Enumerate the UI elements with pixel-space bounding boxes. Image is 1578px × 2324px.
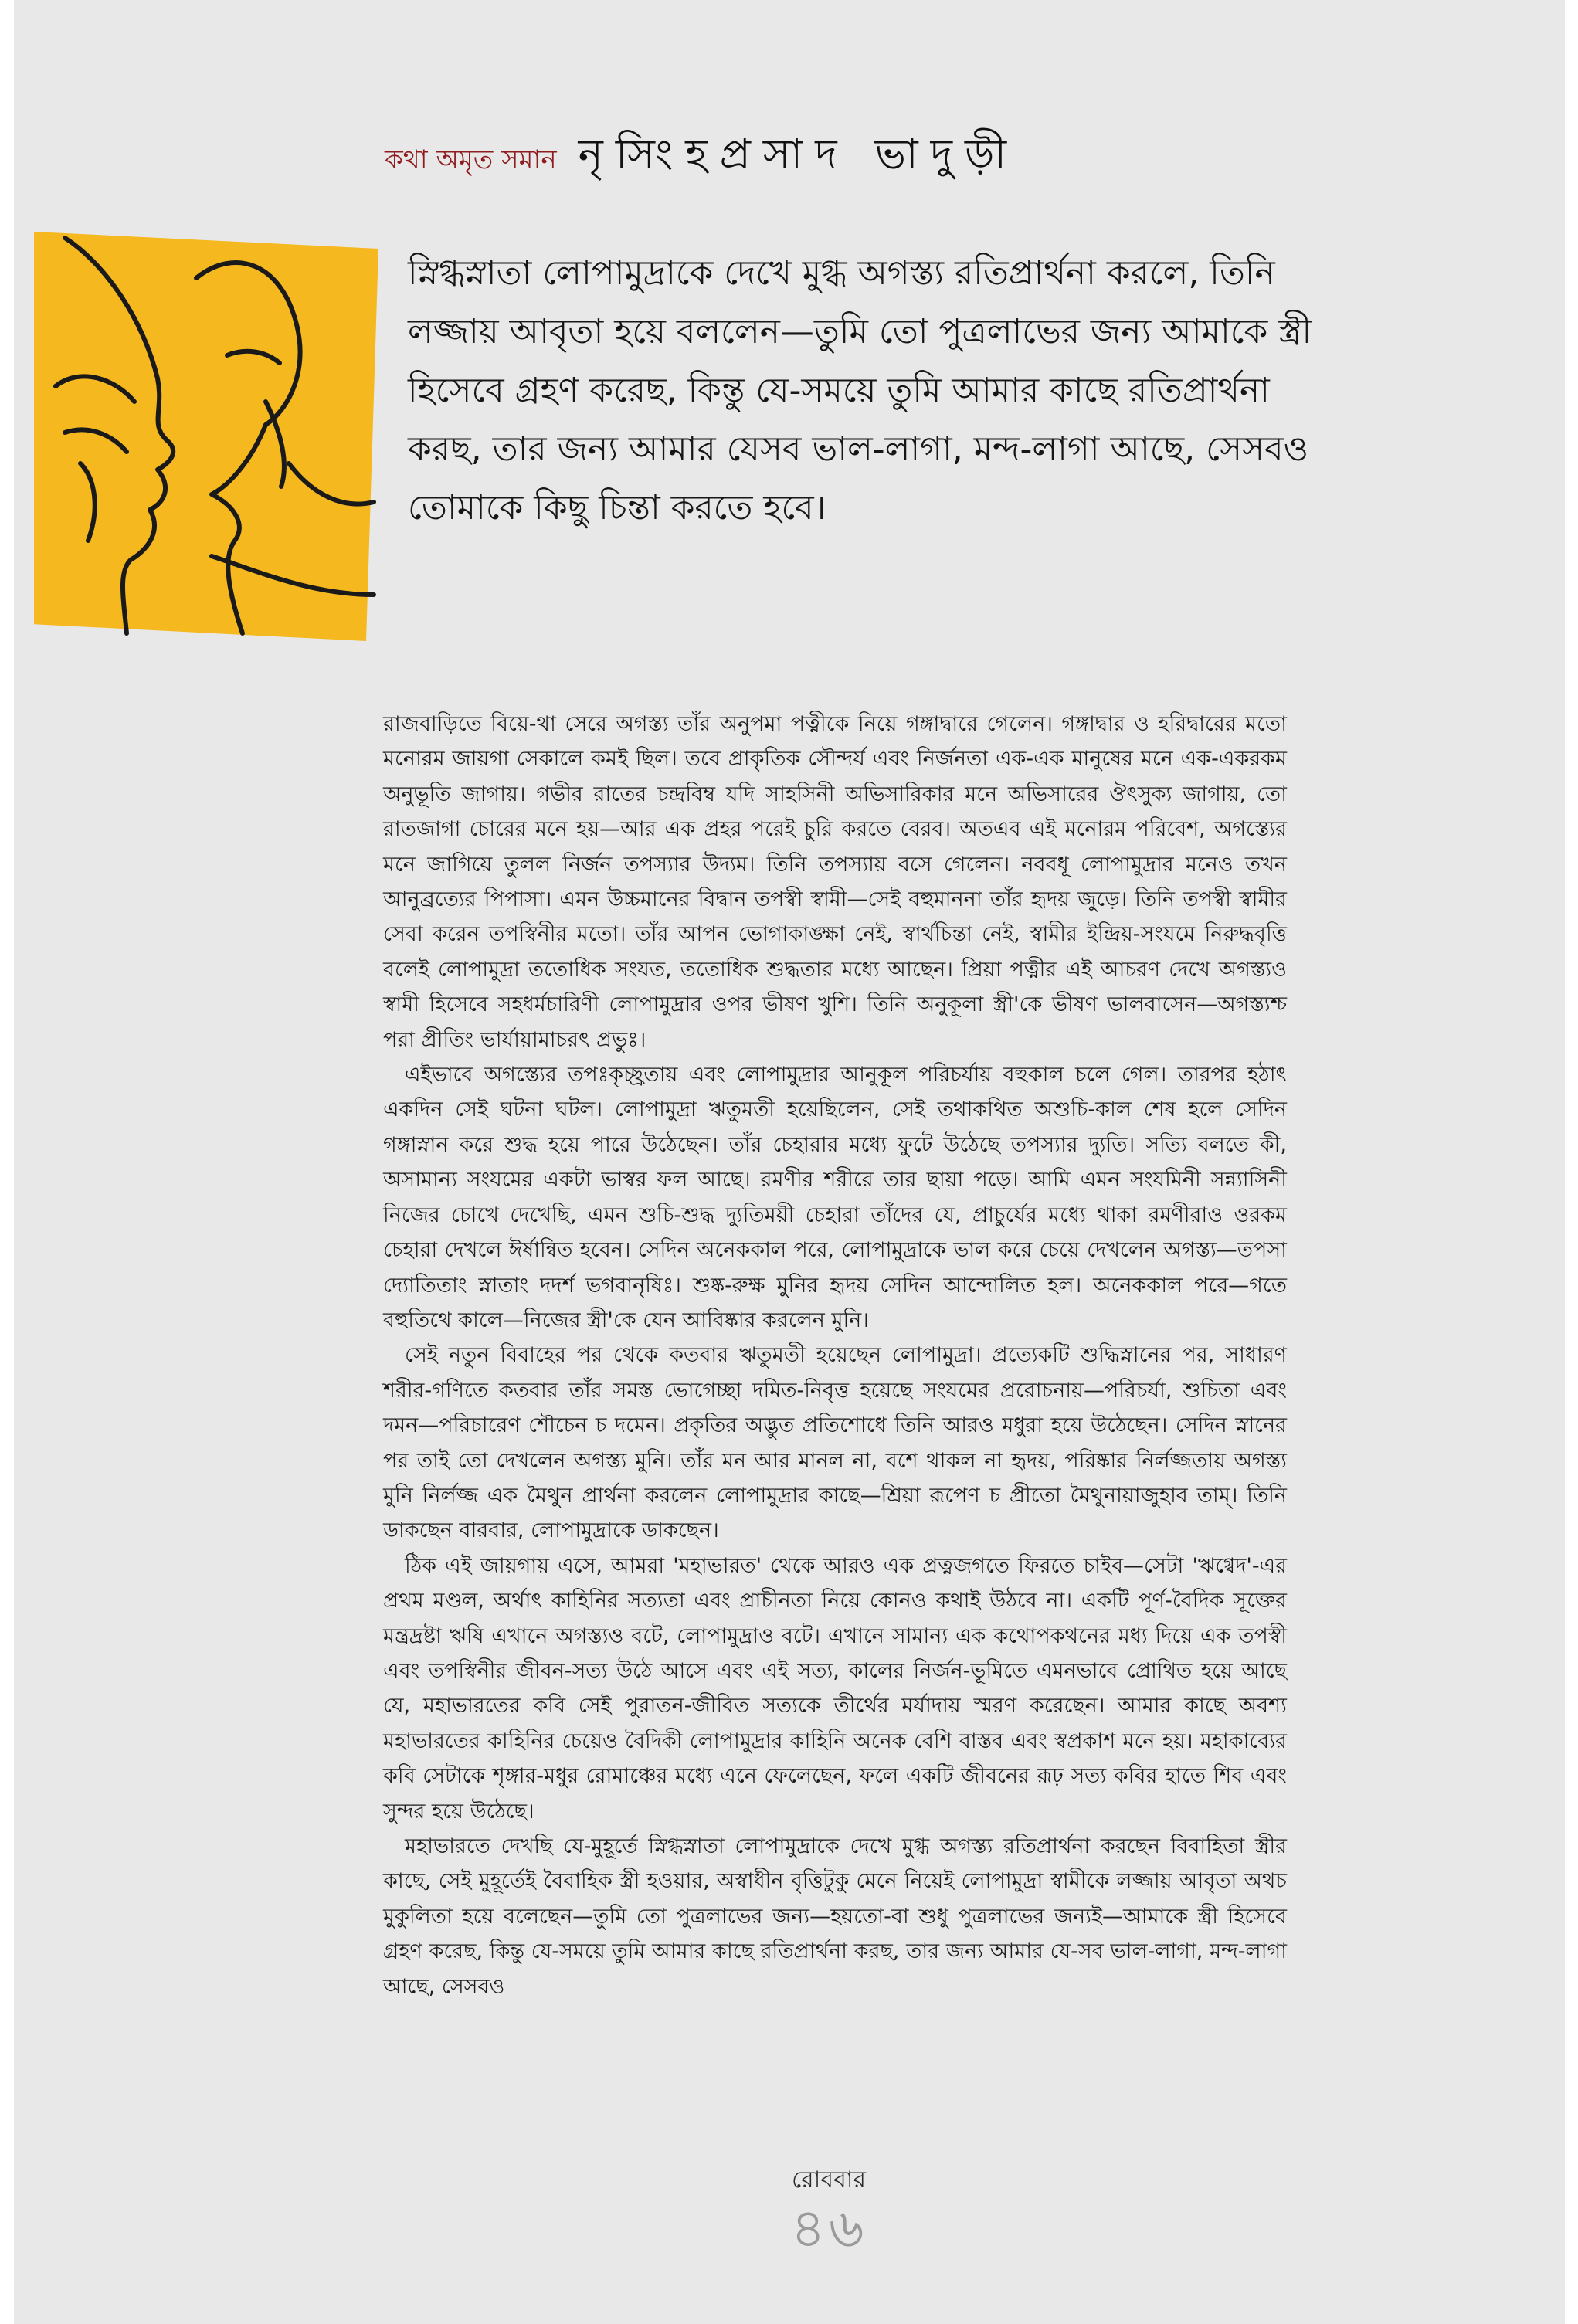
- page-number: ৪৬: [790, 2197, 867, 2260]
- article-header: [385, 122, 1019, 192]
- column-name: কথা অমৃত সমান: [385, 144, 557, 175]
- body-paragraph: মহাভারতে দেখছি যে-মুহূর্তে স্নিগ্ধস্নাতা লোপামুদ্রাকে দেখে মুগ্ধ অগস্ত্য রতিপ্রার্থনা করছেন বিবাহিতা স্ত্রীর কাছে, সেই মুহূর্তেই বৈবাহিক স্ত্রী হওয়ার, অস্বাধীন বৃত্তিটুকু মেনে নিয়েই লোপামুদ্রা স্বামীকে লজ্জায় আবৃতা অথচ মুকুলিতা হয়ে বলেছেন—তুমি তো পুত্রলাভের জন্য—হয়তো-বা শুধু পুত্রলাভের জন্যই—আমাকে স্ত্রী হিসেবে গ্রহণ করেছ, কিন্তু যে-সময়ে তুমি আমার কাছে রতিপ্রার্থনা করছ, তার জন্য আমার যে-সব ভাল-লাগা, মন্দ-লাগা আছে, সেসবও: [383, 1834, 1287, 1999]
- publication-name: রোববার: [792, 2166, 866, 2193]
- two-faces-line-art-icon: [34, 232, 378, 641]
- article-body: [383, 707, 1287, 2004]
- body-paragraph: রাজবাড়িতে বিয়ে-থা সেরে অগস্ত্য তাঁর অনুপমা পত্নীকে নিয়ে গঙ্গাদ্বারে গেলেন। গঙ্গাদ্বার ও হরিদ্বারের মতো মনোরম জায়গা সেকালে কমই ছিল। তবে প্রাকৃতিক সৌন্দর্য এবং নির্জনতা এক-এক মানুষের মনে এক-একরকম অনুভূতি জাগায়। গভীর রাতের চন্দ্রবিম্ব যদি সাহসিনী অভিসারিকার মনে অভিসারের ঔৎসুক্য জাগায়, তো রাতজাগা চোরের মনে হয়—আর এক প্রহর পরেই চুরি করতে বেরব। অতএব এই মনোরম পরিবেশ, অগস্ত্যের মনে জাগিয়ে তুলল নির্জন তপস্যার উদ্যম। তিনি তপস্যায় বসে গেলেন। নববধূ লোপামুদ্রার মনেও তখন আনুব্রত্যের পিপাসা। এমন উচ্চমানের বিদ্বান তপস্বী স্বামী—সেই বহুমাননা তাঁর হৃদয় জুড়ে। তিনি তপস্বী স্বামীর সেবা করেন তপস্বিনীর মতো। তাঁর আপন ভোগাকাঙ্ক্ষা নেই, স্বার্থচিন্তা নেই, স্বামীর ইন্দ্রিয়-সংযমে নিরুদ্ধবৃত্তি বলেই লোপামুদ্রা ততোধিক সংযত, ততোধিক শুদ্ধতার মধ্যে আছেন। প্রিয়া পত্নীর এই আচরণ দেখে অগস্ত্যও স্বামী হিসেবে সহধর্মচারিণী লোপামুদ্রার ওপর ভীষণ খুশি। তিনি অনুকূলা স্ত্রী'কে ভীষণ ভালবাসেন—অগস্ত্যশ্চ পরা প্রীতিং ভার্যায়ামাচরৎ প্রভুঃ।: [383, 712, 1287, 1052]
- illustration: [34, 232, 378, 641]
- pull-quote: স্নিগ্ধস্নাতা লোপামুদ্রাকে দেখে মুগ্ধ অগস্ত্য রতিপ্রার্থনা করলে, তিনি লজ্জায় আবৃতা হয়ে বললেন—তুমি তো পুত্রলাভের জন্য আমাকে স্ত্রী হিসেবে গ্রহণ করেছ, কিন্তু যে-সময়ে তুমি আমার কাছে রতিপ্রার্থনা করছ, তার জন্য আমার যেসব ভাল-লাগা, মন্দ-লাগা আছে, সেসবও তোমাকে কিছু চিন্তা করতে হবে।: [408, 253, 1312, 528]
- author-name: নৃসিংহপ্রসাদ ভাদুড়ী: [578, 130, 1020, 178]
- page-footer: [767, 2161, 891, 2260]
- body-paragraph: সেই নতুন বিবাহের পর থেকে কতবার ঋতুমতী হয়েছেন লোপামুদ্রা। প্রত্যেকটি শুদ্ধিস্নানের পর, সাধারণ শরীর-গণিতে কতবার তাঁর সমস্ত ভোগেচ্ছা দমিত-নিবৃত্ত হয়েছে সংযমের প্ররোচনায়—পরিচর্যা, শুচিতা এবং দমন—পরিচারেণ শৌচেন চ দমেন। প্রকৃতির অদ্ভুত প্রতিশোধে তিনি আরও মধুরা হয়ে উঠেছেন। সেদিন স্নানের পর তাই তো দেখলেন অগস্ত্য মুনি। তাঁর মন আর মানল না, বশে থাকল না হৃদয়, পরিষ্কার নির্লজ্জতায় অগস্ত্য মুনি নির্লজ্জ এক মৈথুন প্রার্থনা করলেন লোপামুদ্রার কাছে—শ্রিয়া রূপেণ চ প্রীতো মৈথুনায়াজুহাব তাম্। তিনি ডাকছেন বারবার, লোপামুদ্রাকে ডাকছেন।: [383, 1343, 1287, 1543]
- magazine-page: [14, 0, 1565, 2324]
- body-paragraph: এইভাবে অগস্ত্যের তপঃকৃচ্ছ্রতায় এবং লোপামুদ্রার আনুকূল পরিচর্যায় বহুকাল চলে গেল। তারপর হঠাৎ একদিন সেই ঘটনা ঘটল। লোপামুদ্রা ঋতুমতী হয়েছিলেন, সেই তথাকথিত অশুচি-কাল শেষ হলে সেদিন গঙ্গাস্নান করে শুদ্ধ হয়ে পারে উঠেছেন। তাঁর চেহারার মধ্যে ফুটে উঠেছে তপস্যার দ্যুতি। সত্যি বলতে কী, অসামান্য সংযমের একটা ভাস্বর ফল আছে। রমণীর শরীরে তার ছায়া পড়ে। আমি এমন সংযমিনী সন্ন্যাসিনী নিজের চোখে দেখেছি, এমন শুচি-শুদ্ধ দ্যুতিময়ী চেহারা তাঁদের যে, প্রাচুর্যের মধ্যে থাকা রমণীরাও ওরকম চেহারা দেখলে ঈর্ষান্বিত হবেন। সেদিন অনেককাল পরে, লোপামুদ্রাকে ভাল করে চেয়ে দেখলেন অগস্ত্য—তপসা দ্যোতিতাং স্নাতাং দদর্শ ভগবানৃষিঃ। শুষ্ক-রুক্ষ মুনির হৃদয় সেদিন আন্দোলিত হল। অনেককাল পরে—গতে বহুতিথে কালে—নিজের স্ত্রী'কে যেন আবিষ্কার করলেন মুনি।: [383, 1063, 1287, 1332]
- illustration-background: [34, 232, 378, 641]
- body-paragraph: ঠিক এই জায়গায় এসে, আমরা 'মহাভারত' থেকে আরও এক প্রত্নজগতে ফিরতে চাইব—সেটা 'ঋগ্বেদ'-এর প্রথম মণ্ডল, অর্থাৎ কাহিনির সত্যতা এবং প্রাচীনতা নিয়ে কোনও কথাই উঠবে না। একটি পূর্ণ-বৈদিক সূক্তের মন্ত্রদ্রষ্টা ঋষি এখানে অগস্ত্যও বটে, লোপামুদ্রাও বটে। এখানে সামান্য এক কথোপকথনের মধ্য দিয়ে এক তপস্বী এবং তপস্বিনীর জীবন-সত্য উঠে আসে এবং এই সত্য, কালের নির্জন-ভূমিতে এমনভাবে প্রোথিত হয়ে আছে যে, মহাভারতের কবি সেই পুরাতন-জীবিত সত্যকে তীর্থের মর্যাদায় স্মরণ করেছেন। আমার কাছে অবশ্য মহাভারতের কাহিনির চেয়েও বৈদিকী লোপামুদ্রার কাহিনি অনেক বেশি বাস্তব এবং স্বপ্রকাশ মনে হয়। মহাকাব্যের কবি সেটাকে শৃঙ্গার-মধুর রোমাঞ্চের মধ্যে এনে ফেলেছেন, ফলে একটি জীবনের রূঢ় সত্য কবির হাতে শিব এবং সুন্দর হয়ে উঠেছে।: [383, 1553, 1287, 1824]
